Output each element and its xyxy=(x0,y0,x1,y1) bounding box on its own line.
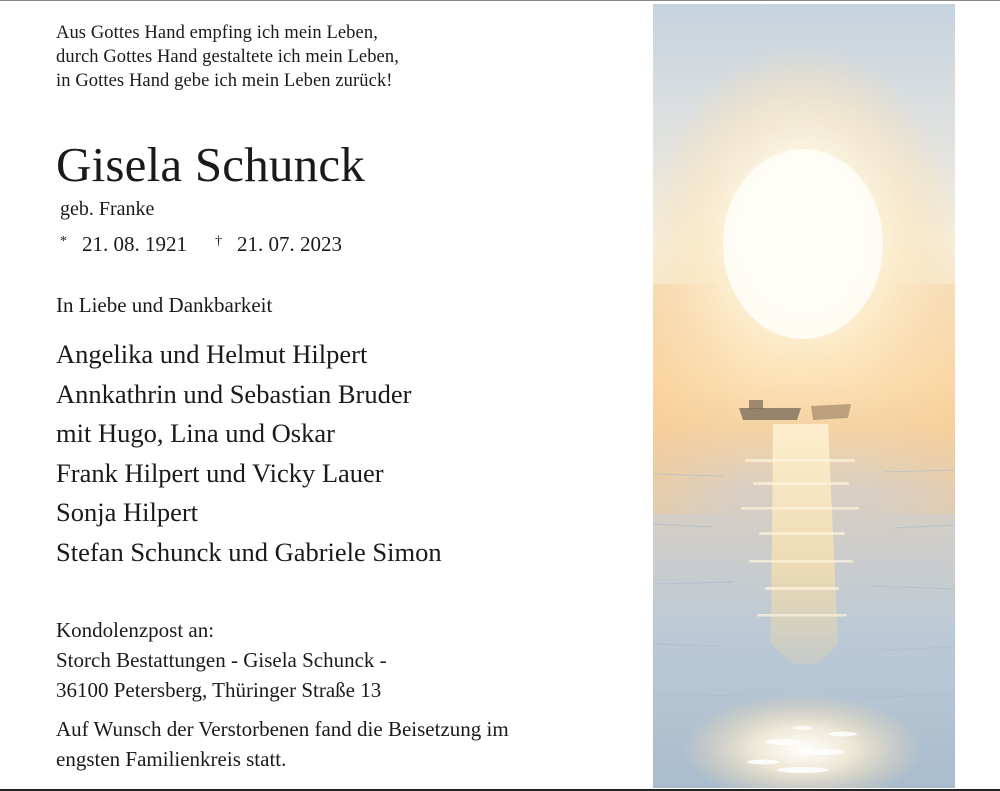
death-date: 21. 07. 2023 xyxy=(237,232,342,256)
life-dates xyxy=(60,229,342,257)
mourner-line: Sonja Hilpert xyxy=(56,497,199,527)
mourner-line: Frank Hilpert und Vicky Lauer xyxy=(56,457,384,488)
motto-line: durch Gottes Hand gestaltete ich mein Leben, xyxy=(56,47,399,67)
address-line: 36100 Petersberg, Thüringer Straße 13 xyxy=(56,678,382,702)
birth-star-icon: * xyxy=(60,234,67,249)
condolence-address xyxy=(56,615,387,705)
bible-motto xyxy=(56,21,399,93)
address-line: Storch Bestattungen - Gisela Schunck - xyxy=(56,648,387,672)
motto-line: Aus Gottes Hand empfing ich mein Leben, xyxy=(56,23,378,43)
birth-date: 21. 08. 1921 xyxy=(82,232,187,256)
death-cross-icon: † xyxy=(215,234,222,249)
mourner-line: Annkathrin und Sebastian Bruder xyxy=(56,378,412,409)
address-line: Kondolenzpost an: xyxy=(56,618,215,642)
mourner-line: mit Hugo, Lina und Oskar xyxy=(56,418,335,448)
motto-line: in Gottes Hand gebe ich mein Leben zurück! xyxy=(56,71,393,91)
note-line: engsten Familienkreis statt. xyxy=(56,747,287,771)
note-line: Auf Wunsch der Verstorbenen fand die Beisetzung im xyxy=(56,717,509,741)
mourners-list xyxy=(56,335,442,572)
mourner-line: Angelika und Helmut Hilpert xyxy=(56,339,368,369)
maiden-name: geb. Franke xyxy=(60,198,155,220)
deceased-name: Gisela Schunck xyxy=(56,137,365,192)
intro-line: In Liebe und Dankbarkeit xyxy=(56,293,273,317)
burial-note xyxy=(56,714,509,774)
mourner-line: Stefan Schunck und Gabriele Simon xyxy=(56,536,442,567)
sunset-over-water-with-boat-image xyxy=(653,4,955,788)
